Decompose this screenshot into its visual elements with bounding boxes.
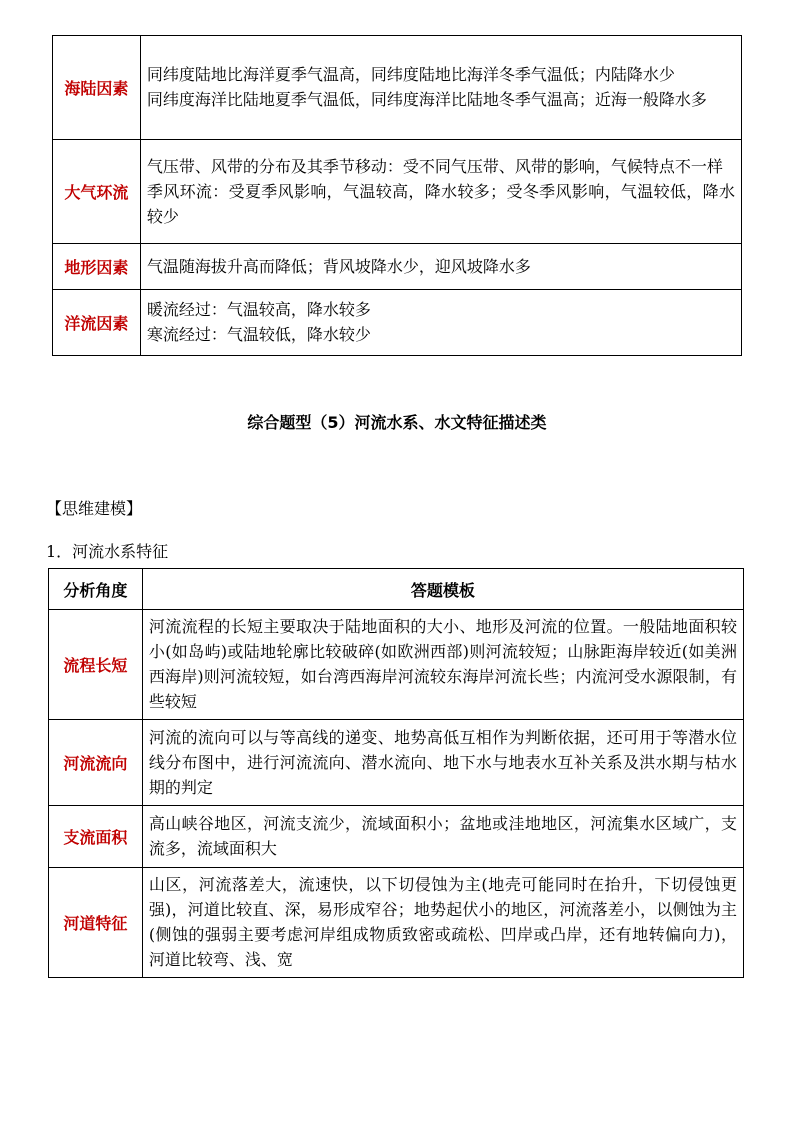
river-system-table xyxy=(48,568,744,978)
table-row xyxy=(53,36,742,140)
table-row xyxy=(49,610,744,720)
thinking-model-heading: 【思维建模】 xyxy=(46,499,143,518)
table-header-row xyxy=(49,569,744,610)
content-line: 暖流经过：气温较高，降水较多 xyxy=(146,300,371,319)
row-content xyxy=(140,244,741,290)
content-line: 同纬度陆地比海洋夏季气温高，同纬度陆地比海洋冬季气温低；内陆降水少 xyxy=(146,65,675,84)
section-title: 综合题型（5）河流水系、水文特征描述类 xyxy=(247,413,547,432)
table-row xyxy=(49,806,744,868)
row-label: 支流面积 xyxy=(49,806,143,868)
content-line: 寒流经过：气温较低，降水较少 xyxy=(146,325,371,344)
column-header: 答题模板 xyxy=(142,569,743,610)
subheading: 1．河流水系特征 xyxy=(46,542,169,561)
row-label: 河流流向 xyxy=(49,720,143,806)
row-content xyxy=(140,140,741,244)
table-row xyxy=(53,290,742,356)
content-line: 气温随海拔升高而降低；背风坡降水少，迎风坡降水多 xyxy=(146,256,531,276)
content-line: 同纬度海洋比陆地夏季气温低，同纬度海洋比陆地冬季气温高；近海一般降水多 xyxy=(146,90,707,109)
content-line: 季风环流：受夏季风影响，气温较高，降水较多；受冬季风影响，气温较低，降水较少 xyxy=(146,181,735,226)
row-label: 大气环流 xyxy=(53,140,141,244)
row-content xyxy=(140,290,741,356)
row-label: 海陆因素 xyxy=(53,36,141,140)
row-content xyxy=(140,36,741,140)
content-line: 气压带、风带的分布及其季节移动：受不同气压带、风带的影响，气候特点不一样 xyxy=(146,156,723,176)
row-content: 河流的流向可以与等高线的递变、地势高低互相作为判断依据，还可用于等潜水位线分布图中，进行河流流向、潜水流向、地下水与地表水互补关系及洪水期与枯水期的判定 xyxy=(142,720,743,806)
climate-factors-table xyxy=(52,35,742,356)
table-row xyxy=(53,140,742,244)
row-label: 洋流因素 xyxy=(53,290,141,356)
table-row xyxy=(53,244,742,290)
table-row xyxy=(49,720,744,806)
row-label: 流程长短 xyxy=(49,610,143,720)
row-content: 高山峡谷地区，河流支流少，流域面积小；盆地或洼地地区，河流集水区域广，支流多，流域面积大 xyxy=(142,806,743,868)
table-row xyxy=(49,868,744,978)
row-content: 河流流程的长短主要取决于陆地面积的大小、地形及河流的位置。一般陆地面积较小(如岛屿)或陆地轮廓比较破碎(如欧洲西部)则河流较短；山脉距海岸较近(如美洲西海岸)则河流较短，如台湾西海岸河流较东海岸河流长些；内流河受水源限制，有些较短 xyxy=(142,610,743,720)
row-content: 山区，河流落差大，流速快，以下切侵蚀为主(地壳可能同时在抬升，下切侵蚀更强)，河道比较直、深，易形成窄谷；地势起伏小的地区，河流落差小，以侧蚀为主(侧蚀的强弱主要考虑河岸组成物质致密或疏松、凹岸或凸岸，还有地转偏向力)，河道比较弯、浅、宽 xyxy=(142,868,743,978)
column-header: 分析角度 xyxy=(49,569,143,610)
row-label: 河道特征 xyxy=(49,868,143,978)
row-label: 地形因素 xyxy=(53,244,141,290)
